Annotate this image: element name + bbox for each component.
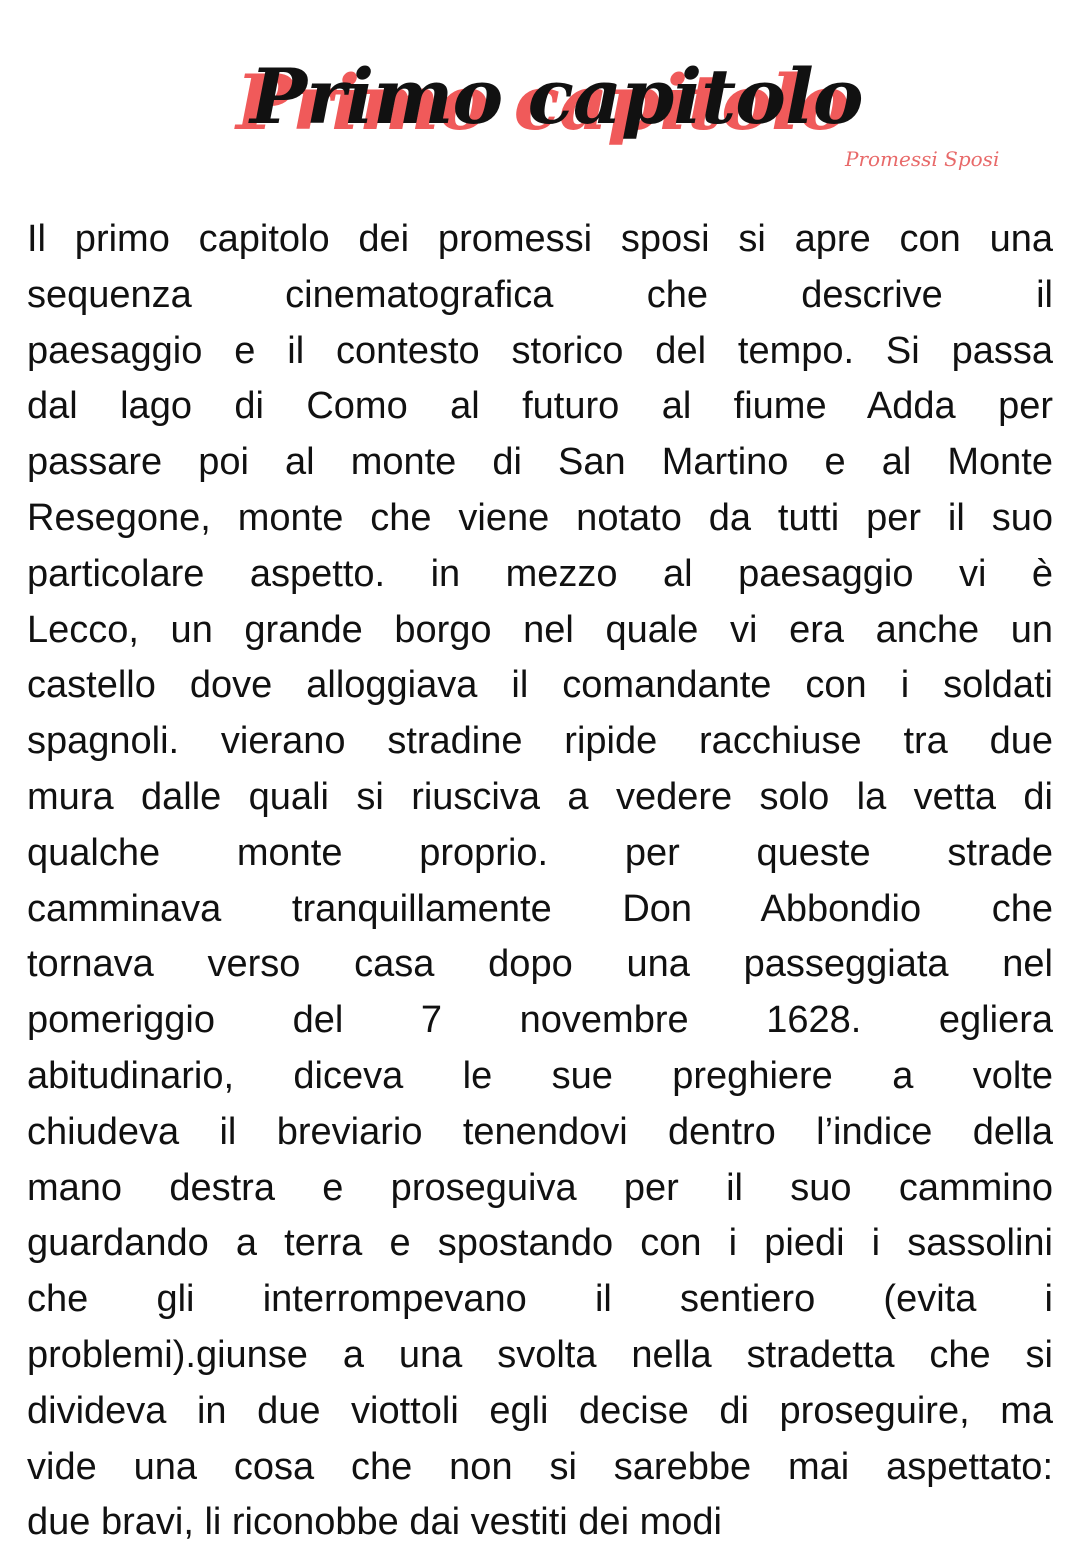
text-line: tornava verso casa dopo una passeggiata nel: [27, 943, 1053, 986]
text-line: mano destra e proseguiva per il suo cammino: [27, 1166, 1053, 1209]
text-line: spagnoli. vierano stradine ripide racchiuse tra due: [27, 720, 1053, 763]
text-line: sequenza cinematografica che descrive il: [27, 273, 1053, 316]
text-line: problemi).giunse a una svolta nella stradetta che si: [27, 1333, 1053, 1376]
text-line: divideva in due viottoli egli decise di proseguire, ma: [27, 1389, 1053, 1432]
text-line: che gli interrompevano il sentiero (evita i: [27, 1278, 1053, 1321]
text-line: Il primo capitolo dei promessi sposi si apre con una: [27, 218, 1053, 260]
text-line: dal lago di Como al futuro al fiume Adda per: [27, 385, 1053, 428]
text-line: pomeriggio del 7 novembre 1628. egliera: [27, 999, 1053, 1042]
text-line: guardando a terra e spostando con i piedi i sassolini: [27, 1222, 1053, 1265]
text-line: paesaggio e il contesto storico del tempo. Si passa: [27, 329, 1053, 372]
text-line: Resegone, monte che viene notato da tutti per il suo: [27, 496, 1053, 539]
text-line: chiudeva il breviario tenendovi dentro l’indice della: [27, 1110, 1053, 1153]
header: [0, 52, 1080, 182]
page-title: Primo capitolo: [250, 52, 863, 141]
text-line: particolare aspetto. in mezzo al paesaggio vi è: [27, 552, 1053, 595]
text-line: castello dove alloggiava il comandante con i soldati: [27, 664, 1053, 707]
subtitle: Promessi Sposi: [845, 147, 1000, 171]
text-line: Lecco, un grande borgo nel quale vi era anche un: [27, 608, 1053, 651]
text-line: vide una cosa che non si sarebbe mai aspettato:: [27, 1445, 1053, 1488]
body-text: [27, 212, 1053, 1551]
text-line: camminava tranquillamente Don Abbondio che: [27, 887, 1053, 930]
text-line: qualche monte proprio. per queste strade: [27, 831, 1053, 874]
text-line: abitudinario, diceva le sue preghiere a volte: [27, 1054, 1053, 1097]
text-line: passare poi al monte di San Martino e al Monte: [27, 441, 1053, 484]
text-line: mura dalle quali si riusciva a vedere solo la vetta di: [27, 775, 1053, 818]
text-line: due bravi, li riconobbe dai vestiti dei modi: [27, 1501, 722, 1544]
